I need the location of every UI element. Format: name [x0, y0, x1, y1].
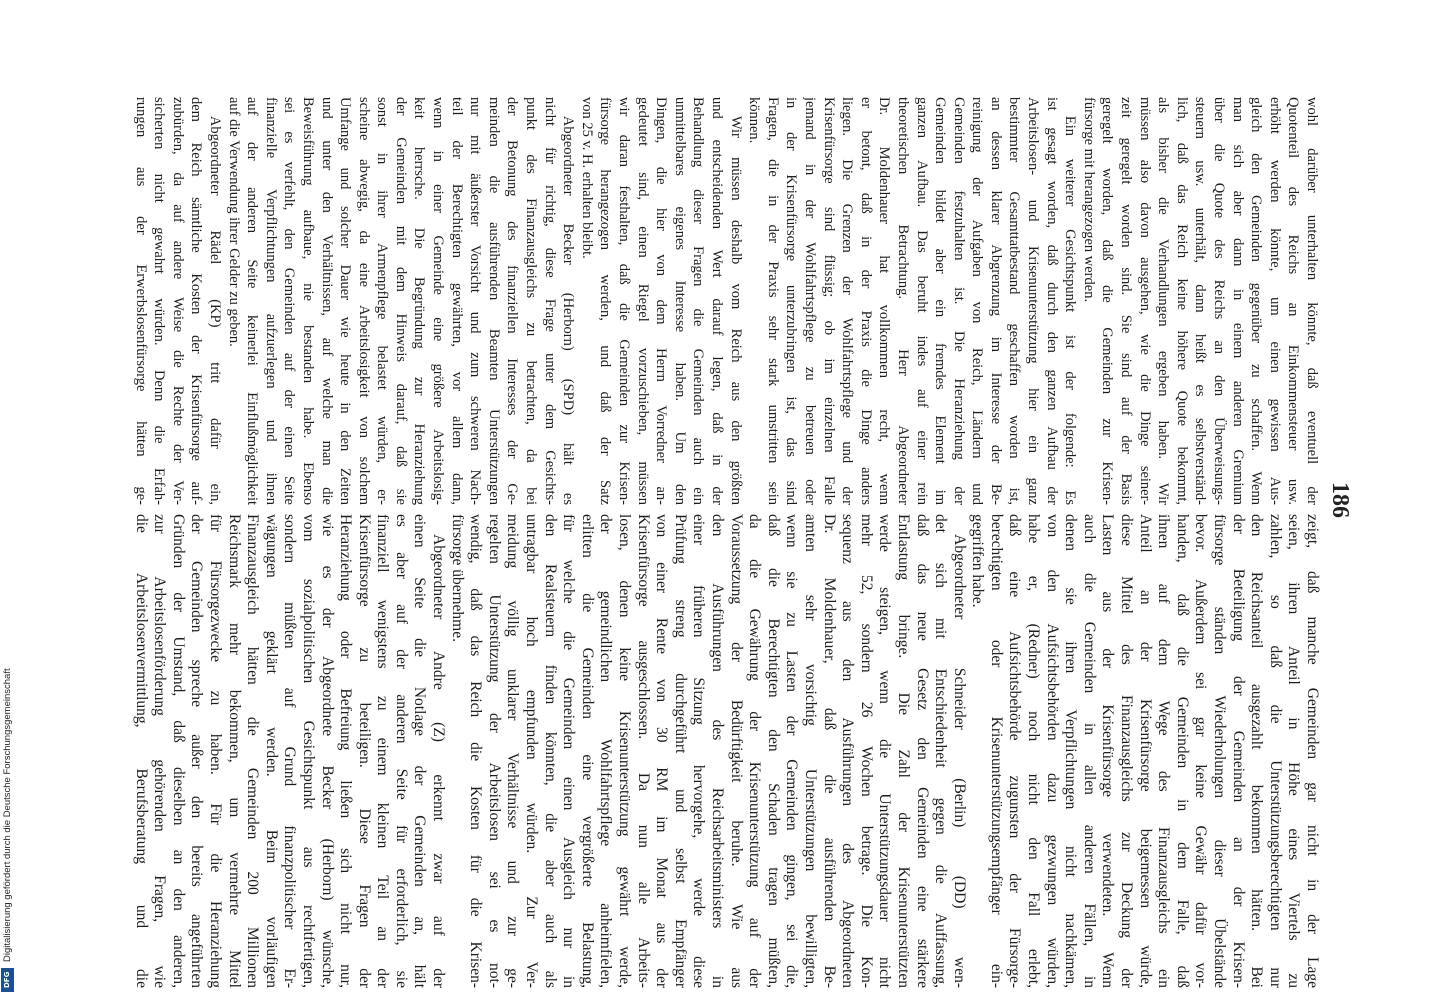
digitization-credit: Digitalisierung gefördert durch die Deutsche Forschungsgemeinschaft [2, 668, 13, 962]
text-line: sicherten nicht gewahrt würden. Denn die Erfah- [151, 97, 168, 505]
text-line: Dingen, die hier von dem Herrn Vorredner an- [653, 97, 670, 505]
text-line: der Betonung des finanziellen Interesses der Ge- [504, 97, 521, 505]
text-line: einer früheren Sitzung hervorgehe, werde diese [690, 514, 708, 988]
text-line: wägungen geklärt werden. Beim vorläufigen [262, 514, 280, 988]
text-line: für welche die Gemeinden einen Ausgleich nur in [560, 514, 578, 988]
text-line: gegriffen habe. [969, 514, 987, 608]
text-line: seien, ihren Anteil in Höhe eines Viertels zu [1285, 514, 1303, 988]
text-line: regelten Unterstützung der Arbeitslosen sei es not- [485, 514, 503, 988]
text-line: Behandlung dieser Fragen die Gemeinden auch ein [690, 97, 707, 505]
text-line: der Gemeinden mit dem Hinweis darauf, daß sie [392, 97, 409, 505]
text-line: wie es der Abgeordnete Becker (Herborn) wünsche, [318, 514, 336, 988]
text-line: habe er, (Redner) noch nicht den Fall erlebt, [1025, 514, 1043, 988]
text-line: wendig, daß das Reich die Kosten für die Krisen- [467, 514, 485, 988]
text-line: der Beteiligung der Gemeinden an der Krisen- [1229, 514, 1247, 988]
text-line: handen, daß die Gemeinden in dem Falle, daß [1173, 514, 1191, 988]
text-line: Abgeordneter Rädel (KP) tritt dafür ein, [206, 115, 223, 505]
text-line: Dr. Moldenhauer, daß die ausführenden Be- [820, 514, 838, 988]
text-line: Prüfung streng durchgeführt und selbst Empfänger [671, 514, 689, 988]
text-line: Krisenfürsorge zu beteiligen. Diese Fragen der [355, 514, 373, 988]
text-line: Voraussetzung der Bedürftigkeit beruhe. Wie aus [727, 514, 745, 988]
text-line: da die Gewährung der Krisenunterstützung auf der [746, 514, 764, 988]
text-line: und unter den Verhältnissen, auf welche man die [318, 97, 335, 505]
text-line: Dr. Moldenhauer hat vollkommen recht, wenn [876, 97, 893, 505]
text-line: zeit geregelt worden sind. Sie sind auf der Basis [1118, 97, 1135, 505]
text-line: berechtigten oder Krisenunterstützungsempfänger ein- [987, 514, 1005, 988]
text-line: Umfange und solcher Dauer wie heute in den Zeiten [337, 97, 354, 505]
text-line: ihnen auf dem Wege des Finanzausgleichs ein [1155, 514, 1173, 988]
text-line: amten sehr vorsichtig Unterstützungen bewilligten, [801, 514, 819, 988]
text-line: dem Reich sämtliche Kosten der Krisenfürsorge auf- [188, 97, 205, 505]
text-line: Finanzausgleich hätten die Gemeinden 200 Millionen [244, 514, 262, 988]
text-line: sequenz aus den Ausführungen des Abgeordneten [839, 514, 857, 988]
text-line: auf die Verwendung ihrer Gelder zu geben. [225, 97, 242, 347]
paragraph [1079, 97, 1321, 505]
text-line: diese Mittel des Finanzausgleichs zur Deckung der [1118, 514, 1136, 988]
text-line: daß die Berechtigten den Schaden tragen müßten, [764, 514, 782, 988]
text-line: fürsorge mit herangezogen werden. [1080, 97, 1097, 303]
text-line: von einer Rente von 30 RM im Monat aus der [653, 514, 671, 988]
text-line: punkt des Finanzausgleichs zu betrachten, da bei [523, 97, 540, 505]
text-line: Entlastung bringe. Die Zahl der Krisenunterstützten [894, 514, 912, 988]
text-line: mehr 52, sondern 26 Wochen betrage. Die Kon- [857, 514, 875, 988]
text-line: er betont, daß in der Praxis die Dinge anders [857, 97, 874, 505]
text-line: Gemeinden festzuhalten ist. Die Heranziehung der [950, 97, 967, 505]
text-line: rungen aus der Erwerbslosenfürsorge hätten ge- [132, 97, 149, 505]
text-line: und entscheidenden Wert darauf legen, daß in der [709, 97, 725, 505]
text-line: Anteil an der Krisenfürsorge beigemessen würde, [1136, 514, 1154, 988]
text-line: für Fürsorgezwecke zu haben. Für die Heranziehung [206, 514, 224, 988]
text-line: zahlen, so daß die Unterstützungsberechtigten nur [1266, 514, 1284, 988]
text-line: jemand in der Wohlfahrtspflege zu betreuen oder [801, 97, 818, 505]
text-line: sei es verfehlt, den Gemeinden auf der einen Seite [281, 97, 298, 505]
text-line: einen Seite die Notlage der Gemeinden an, hält [411, 514, 429, 988]
text-line: Beweisführung aufbaue, nie bestanden habe. Ebenso [299, 97, 316, 505]
text-line: losen, denen keine Krisenunterstützung gewährt werde, [616, 514, 634, 988]
text-line: reinigung der Aufgaben von Reich, Ländern und [969, 97, 986, 505]
text-line: det sich mit Entschiedenheit gegen die Auffassung, [932, 514, 950, 988]
text-line: von 25 v. H. erhalten bleibt. [578, 97, 595, 259]
text-line: meinden die ausführenden Beamten Unterstützungen [485, 97, 502, 505]
text-line: steuern usw. unterhält, dann heißt es selbstverständ- [1192, 97, 1209, 505]
text-line: Reichsmark mehr bekommen, um vermehrte Mittel [225, 514, 243, 988]
text-line: man sich aber dann in einem anderen Gremium [1229, 97, 1246, 505]
text-line: vom sozialpolitischen Gesichtspunkt aus rechtfertigen, [299, 514, 317, 988]
text-line: zur Arbeitslosenförderung gehörenden Fragen, wie [151, 514, 169, 988]
text-line: Abgeordneter Becker (Herborn) (SPD) hält es [560, 115, 577, 505]
text-line: erhöht werden könnte, um einen gewissen Aus- [1266, 97, 1283, 505]
text-line: gleich den Gemeinden gegenüber zu schaffen. Wenn [1248, 97, 1265, 505]
paragraph [968, 514, 1321, 988]
text-line: Krisenfürsorge sind flüssig; ob im einzelnen Falle [820, 97, 837, 505]
text-line: meidung völlig unklarer Verhältnisse und zur ge- [504, 514, 522, 988]
text-line: fürsorge herangezogen werden, und daß der Satz [597, 97, 614, 505]
text-line: unmittelbares eigenes Interesse haben. Um den [671, 97, 688, 505]
text-line: Gemeinden bildet aber ein fremdes Element im [932, 97, 949, 505]
text-line: über die Quote des Reichs an den Überweisungs- [1211, 97, 1228, 505]
text-line: wohl darüber unterhalten könnte, daß eventuell der [1304, 97, 1320, 505]
text-line: Abgeordneter Schneider (Berlin) (DD) wen- [950, 534, 968, 988]
text-line: der gemeindlichen Wohlfahrtspflege anheimfielen, [597, 514, 615, 988]
text-line: nur mit äußerster Vorsicht und zum schweren Nach- [467, 97, 484, 505]
text-line: gedeutet sind, einen Riegel vorzuschieben, müssen [634, 97, 651, 505]
paragraph [447, 514, 968, 988]
text-line: untragbar hoch empfunden würden. Zur Ver- [523, 514, 541, 988]
text-line: Abgeordneter Andre (Z) erkennt zwar auf der [430, 534, 448, 988]
text-line: Krisenfürsorge ausgeschlossen. Da nun alle Arbeits- [634, 514, 652, 988]
text-line: Gründen der Umstand, daß dieselben an den anderen, [169, 514, 187, 988]
text-line: ist gesagt worden, daß durch den ganzen Aufbau der [1043, 97, 1060, 505]
text-line: können. [746, 97, 763, 144]
text-line: sonst in ihrer Armenpflege belastet würden, er- [374, 97, 391, 505]
text-line: lich, daß das Reich keine höhere Quote bekommt, [1173, 97, 1190, 505]
text-line: als bisher die Verhandlungen ergeben haben. Wir [1155, 97, 1172, 505]
text-line: den Realsteuern finden könnten, die aber auch als [541, 514, 559, 988]
text-line: werde steigen, wenn die Unterstützungsdauer nicht [876, 514, 894, 988]
text-line: sondern müßten auf Grund finanzpolitischer Er- [281, 514, 299, 988]
paragraph [131, 514, 447, 988]
text-line: auf der anderen Seite keinerlei Einflußmöglichkeit [244, 97, 261, 505]
text-line: den Ausführungen des Reichsarbeitsministers in [709, 514, 726, 988]
text-column-left [131, 97, 1321, 505]
text-line: ganzen Aufbau. Das beruht indes auf einer rein [913, 97, 930, 505]
text-line: Fragen, die in der Praxis sehr stark umstritten sein [764, 97, 781, 505]
text-line: denen sie ihren Verpflichtungen nicht nachkämen, [1062, 514, 1080, 988]
paragraph [224, 97, 577, 505]
text-line: erlitten die Gemeinden eine vergrößerte Belastung, [578, 514, 596, 988]
text-line: Heranziehung oder Befreiung ließen sich nicht nur, [337, 514, 355, 988]
text-line: finanziell wenigstens zu einem kleinen Teil an der [374, 514, 392, 988]
text-line: müssen also davon ausgehen, wie die Dinge seiner- [1136, 97, 1153, 505]
text-line: in der Krisenfürsorge unterzubringen ist, das sind [783, 97, 800, 505]
text-line: finanzielle Verpflichtungen aufzuerlegen und ihnen [262, 97, 279, 505]
text-line: wenn sie zu Lasten der Gemeinden gingen, sei die, [783, 514, 801, 988]
text-line: wir daran festhalten, daß die Gemeinden zur Krisen- [616, 97, 633, 505]
text-line: es aber auf der anderen Seite für erforderlich, sie [392, 514, 410, 988]
text-line: Quotenteil des Reichs an Einkommensteuer usw. [1285, 97, 1302, 505]
text-line: Wir müssen deshalb vom Reich aus den größten [727, 115, 744, 505]
paragraph [131, 97, 224, 505]
text-line: daß eine Aufsichtsbehörde zugunsten der Fürsorge- [1006, 514, 1024, 988]
text-line: teil der Berechtigten gewährten, vor allem dann, [448, 97, 465, 505]
text-line: zubürden, da auf andere Weise die Rechte der Ver- [169, 97, 186, 505]
text-line: den Reichsanteil ausgezahlt bekommen hätten. Bei [1248, 514, 1266, 988]
text-line: bevor. Außerdem sei gar keine Gewähr dafür vor- [1192, 514, 1210, 988]
text-line: wenn in einer Gemeinde eine größere Arbeitslosig- [430, 97, 447, 505]
text-line: Arbeitslosen- und Krisenunterstützung hier ein ganz [1025, 97, 1042, 505]
text-line: von den Aufsichtsbehörden dazu gezwungen würden, [1043, 514, 1061, 988]
text-line: daß das neue Gesetz den Gemeinden eine stärkere [913, 514, 931, 988]
text-column-right [131, 514, 1321, 988]
text-line: nicht für richtig, diese Frage unter dem Gesichts- [541, 97, 558, 505]
text-line: liegen. Die Grenzen der Wohlfahrtspflege und der [839, 97, 856, 505]
text-line: fürsorge übernehme. [448, 514, 466, 642]
text-line: an dessen klarer Abgrenzung im Interesse der Be- [987, 97, 1004, 505]
text-line: die Arbeitslosenvermittlung, Berufsberatung und die [132, 514, 150, 988]
text-line: theoretischen Betrachtung. Herr Abgeordneter [894, 97, 911, 505]
text-line: auch die Gemeinden in allen anderen Fällen, in [1080, 514, 1098, 988]
text-line: keit herrsche. Die Begründung zur Heranziehung [411, 97, 428, 505]
text-line: der Gemeinden spreche außer den bereits angeführten [188, 514, 206, 988]
paragraph [745, 97, 1080, 505]
text-line: geregelt worden, daß die Gemeinden zur Krisen- [1099, 97, 1116, 505]
page-number: 186 [1327, 482, 1353, 518]
paragraph [577, 97, 744, 505]
text-line: Lasten aus der Krisenfürsorge verwendeten. Wenn [1099, 514, 1117, 988]
text-line: scheine abwegig, da eine Arbeitslosigkeit von solchem [355, 97, 372, 505]
text-line: bestimmter Gesamttatbestand geschaffen worden ist, [1006, 97, 1023, 505]
text-line: zeigt, daß manche Gemeinden gar nicht in der Lage [1304, 514, 1321, 988]
text-line: fürsorge ständen Wiederholungen dieser Übelstände [1211, 514, 1229, 988]
text-line: Ein weiterer Gesichtspunkt ist der folgende: Es [1062, 115, 1079, 505]
dfg-logo: DFG [1, 968, 14, 992]
